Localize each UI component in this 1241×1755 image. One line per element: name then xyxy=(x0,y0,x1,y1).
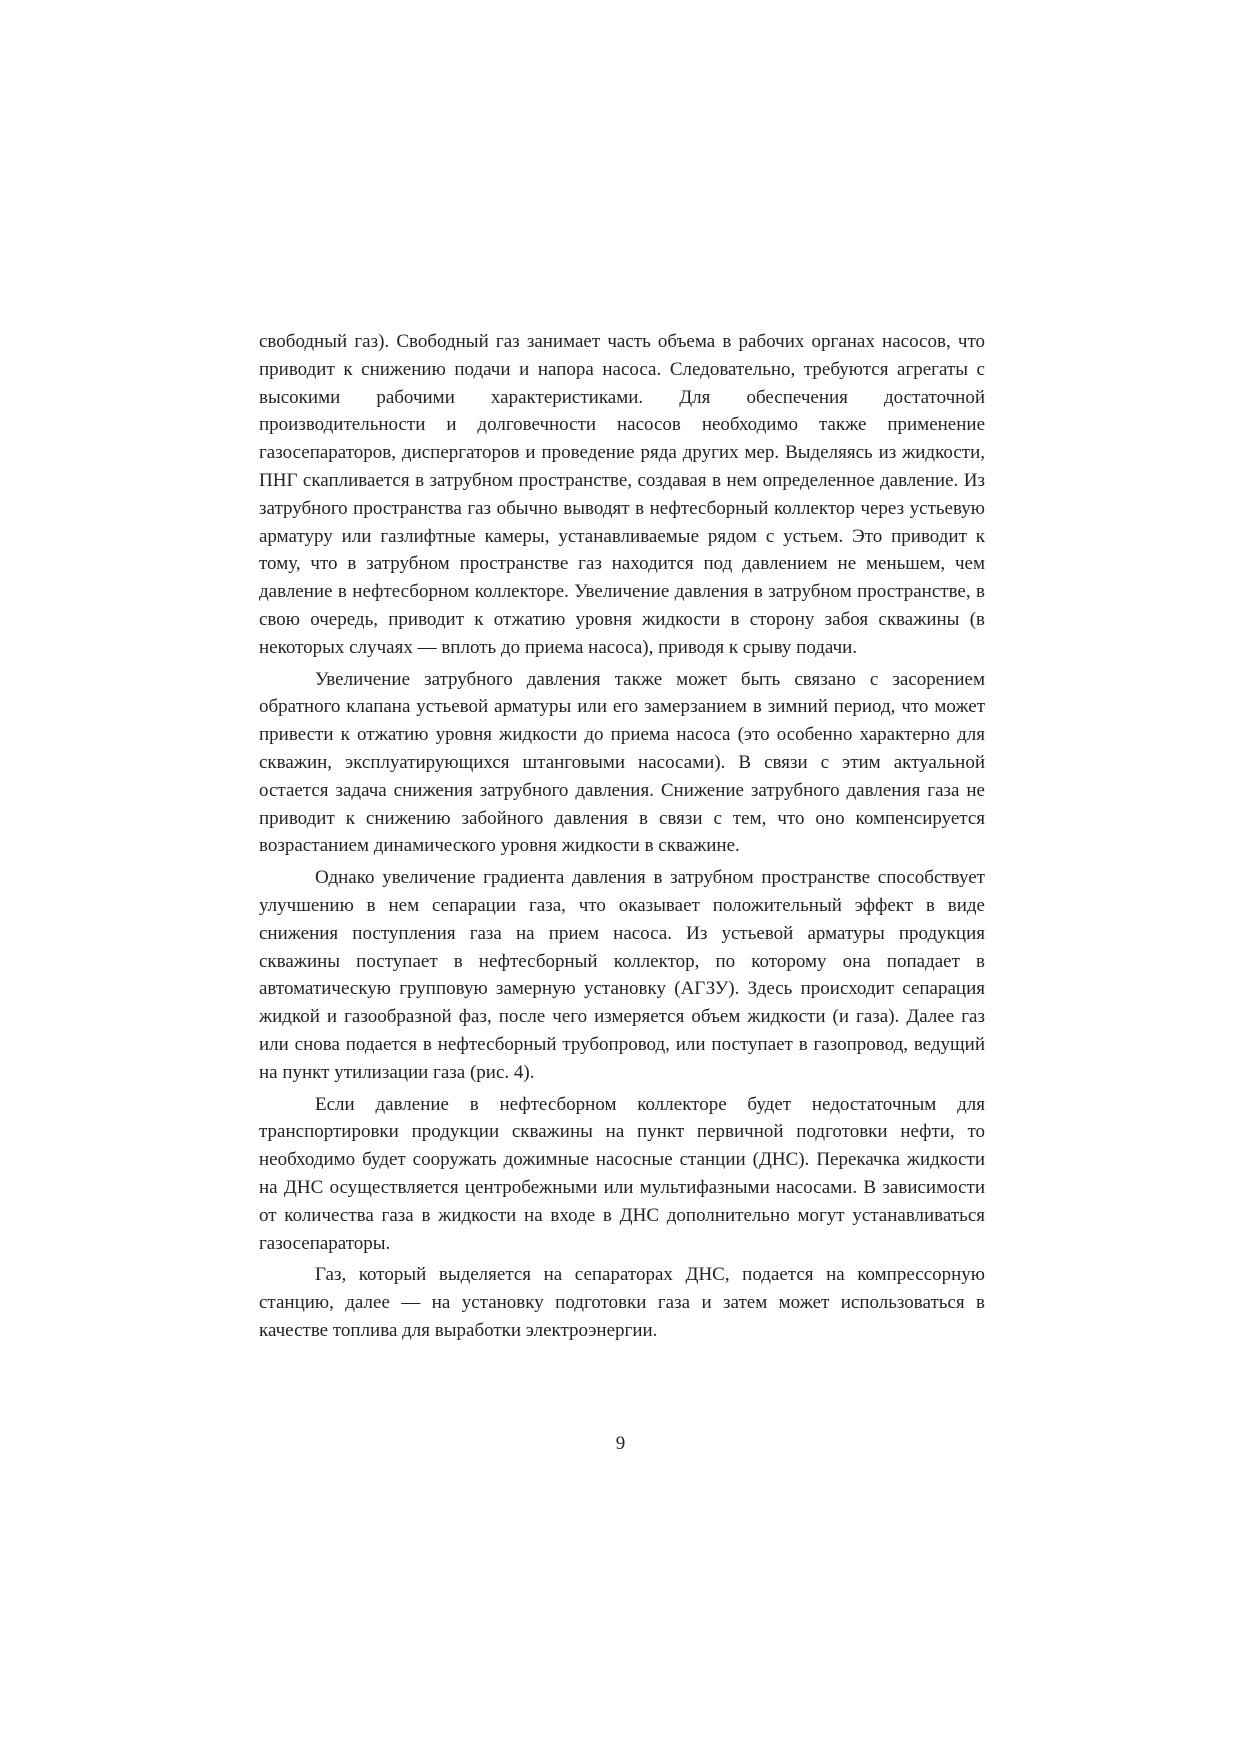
paragraph-booster-stations: Если давление в нефтесборном коллекторе будет недостаточным для транспортировки продукции скважины на пункт первичной подготовки нефти, то необходимо будет сооружать дожимные насосные станции (ДНС). Перекачка жидкости на ДНС осуществляется центробежными или мультифазными насосами. В зависимости от количества газа в жидкости на входе в ДНС дополнительно могут устанавливаться газосепараторы. xyxy=(259,1093,985,1254)
paragraph-gas-separation: Однако увеличение градиента давления в затрубном пространстве способствует улучшению в нем сепарации газа, что оказывает положительный эффект в виде снижения поступления газа на прием насоса. Из устьевой арматуры продукция скважины поступает в нефтесборный коллектор, по которому она попадает в автоматическую групповую замерную установку (АГЗУ). Здесь происходит сепарация жидкой и газообразной фаз, после чего измеряется объем жидкости (и газа). Далее газ или снова подается в нефтесборный трубопровод, или поступает в газопровод, ведущий на пункт утилизации газа (рис. 4). xyxy=(259,867,985,1083)
paragraph-compressor-station: Газ, который выделяется на сепараторах ДНС, подается на компрессорную станцию, далее — на установку подготовки газа и затем может использоваться в качестве топлива для выработки электроэнергии. xyxy=(259,1264,985,1341)
paragraph-annular-pressure: Увеличение затрубного давления также может быть связано с засорением обратного клапана устьевой арматуры или его замерзанием в зимний период, что может привести к отжатию уровня жидкости до приема насоса (это особенно характерно для скважин, эксплуатирующихся штанговыми насосами). В связи с этим актуальной остается задача снижения затрубного давления. Снижение затрубного давления газа не приводит к снижению забойного давления в связи с тем, что оно компенсируется возрастанием динамического уровня жидкости в скважине. xyxy=(259,668,985,857)
page-number: 9 xyxy=(615,1433,626,1454)
paragraph-continuation: свободный газ). Свободный газ занимает часть объема в рабочих органах насосов, что приводит к снижению подачи и напора насоса. Следовательно, требуются агрегаты с высокими рабочими характеристиками. Для обеспечения достаточной производительности и долговечности насосов необходимо также применение газосепараторов, диспергаторов и проведение ряда других мер. Выделяясь из жидкости, ПНГ скапливается в затрубном пространстве, создавая в нем определенное давление. Из затрубного пространства газ обычно выводят в нефтесборный коллектор через устьевую арматуру или газлифтные камеры, устанавливаемые рядом с устьем. Это приводит к тому, что в затрубном пространстве газ находится под давлением не меньшем, чем давление в нефтесборном коллекторе. Увеличение давления в затрубном пространстве, в свою очередь, приводит к отжатию уровня жидкости в сторону забоя скважины (в некоторых случаях — вплоть до приема насоса), приводя к срыву подачи. xyxy=(259,331,985,658)
page-body xyxy=(259,328,985,1345)
